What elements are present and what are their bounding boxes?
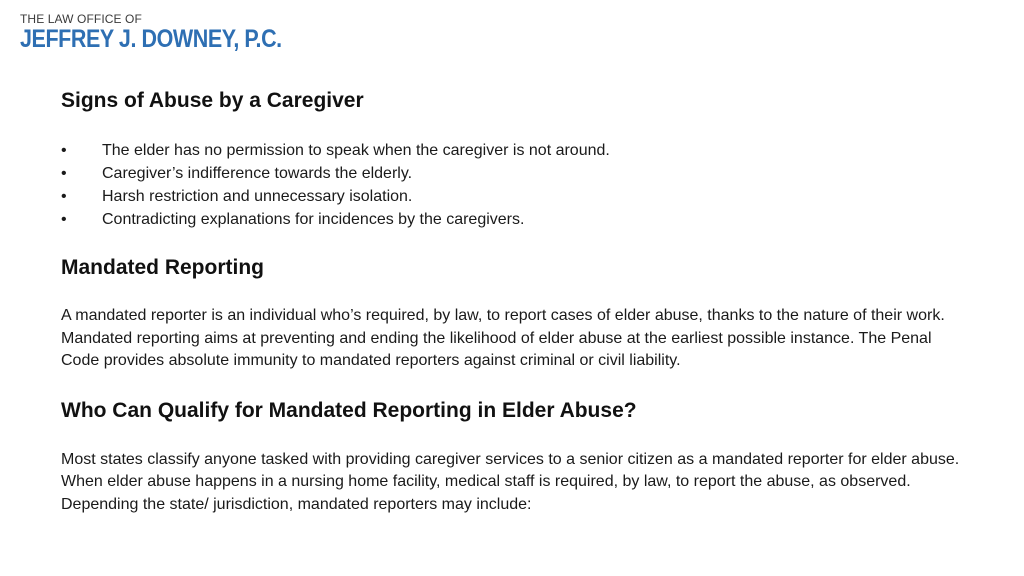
list-item-text: The elder has no permission to speak when the caregiver is not around. bbox=[102, 142, 610, 159]
bullet-icon: • bbox=[61, 142, 67, 159]
signs-of-abuse-list bbox=[61, 139, 966, 231]
list-item-text: Harsh restriction and unnecessary isolation. bbox=[102, 188, 413, 205]
mandated-reporting-paragraph: A mandated reporter is an individual who’s required, by law, to report cases of elder abuse, thanks to the nature of their work. Mandated reporting aims at preventing and ending the likelihood of elder abuse at the earliest possible instance. The Penal Code provides absolute immunity to mandated reporters against criminal or civil liability. bbox=[61, 307, 945, 369]
list-item bbox=[61, 208, 966, 231]
firm-logo bbox=[20, 12, 324, 52]
list-item bbox=[61, 139, 966, 162]
bullet-icon: • bbox=[61, 211, 67, 228]
list-item-text: Caregiver’s indifference towards the elderly. bbox=[102, 165, 413, 182]
bullet-icon: • bbox=[61, 165, 67, 182]
list-item-text: Contradicting explanations for incidences by the caregivers. bbox=[102, 211, 525, 228]
logo-firm-name: JEFFREY J. DOWNEY, P.C. bbox=[20, 25, 282, 53]
list-item bbox=[61, 185, 966, 208]
list-item bbox=[61, 162, 966, 185]
who-can-qualify-heading: Who Can Qualify for Mandated Reporting in Elder Abuse? bbox=[61, 398, 637, 422]
logo-top-line: THE LAW OFFICE OF bbox=[20, 12, 142, 26]
who-can-qualify-paragraph: Most states classify anyone tasked with providing caregiver services to a senior citizen as a mandated reporter for elder abuse. When elder abuse happens in a nursing home facility, medical staff is required, by law, to report the abuse, as observed. Depending the state/ jurisdiction, mandated reporters may include: bbox=[61, 450, 960, 513]
mandated-reporting-heading: Mandated Reporting bbox=[61, 256, 264, 279]
signs-of-abuse-heading: Signs of Abuse by a Caregiver bbox=[61, 89, 364, 112]
bullet-icon: • bbox=[61, 188, 67, 205]
slide-content bbox=[61, 88, 966, 516]
